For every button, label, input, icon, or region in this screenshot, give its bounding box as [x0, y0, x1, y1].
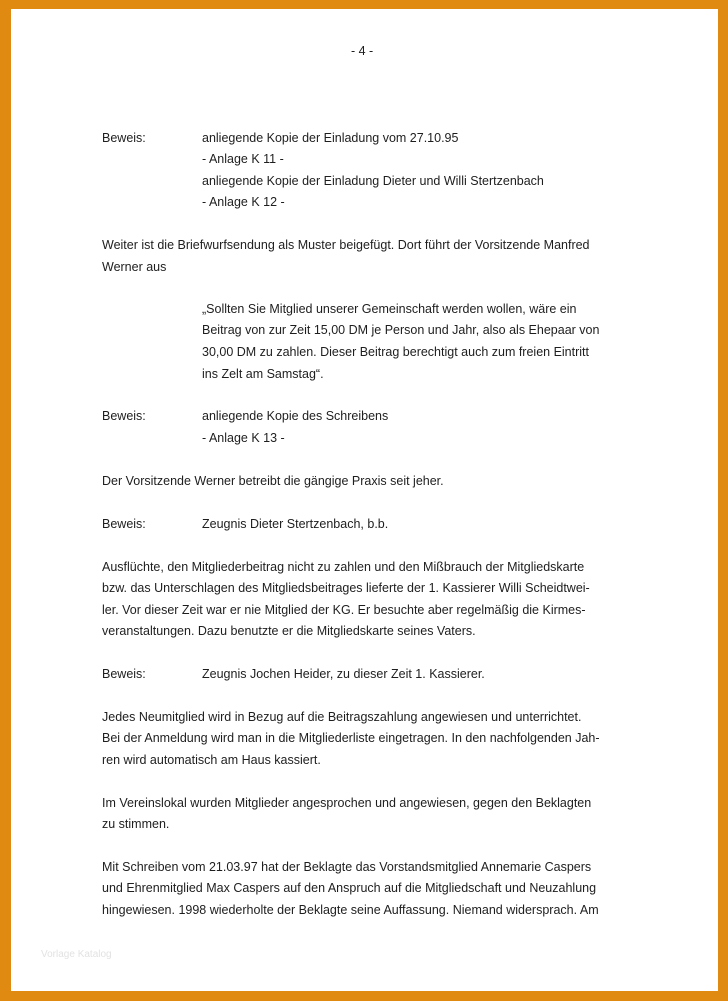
beweis-label: Beweis: — [102, 667, 146, 681]
page-number: - 4 - — [351, 44, 374, 58]
paragraph-line: Mit Schreiben vom 21.03.97 hat der Beklagte das Vorstandsmitglied Annemarie Caspers — [102, 860, 592, 874]
watermark-text: Vorlage Katalog — [41, 949, 112, 960]
paragraph-line: zu stimmen. — [102, 817, 170, 831]
beweis-line: - Anlage K 12 - — [202, 195, 285, 209]
paragraph-line: hingewiesen. 1998 wiederholte der Beklagte seine Auffassung. Niemand widersprach. Am — [102, 903, 599, 917]
beweis-line: anliegende Kopie der Einladung Dieter und Willi Stertzenbach — [202, 174, 544, 188]
beweis-line: - Anlage K 13 - — [202, 431, 285, 445]
paragraph-line: veranstaltungen. Dazu benutzte er die Mitgliedskarte seines Vaters. — [102, 624, 476, 638]
paragraph-line: und Ehrenmitglied Max Caspers auf den Anspruch auf die Mitgliedschaft und Neuzahlung — [102, 881, 597, 895]
document-page — [11, 9, 718, 991]
paragraph-line: Weiter ist die Briefwurfsendung als Muster beigefügt. Dort führt der Vorsitzende Manfred — [102, 238, 590, 252]
paragraph-line: Jedes Neumitglied wird in Bezug auf die Beitragszahlung angewiesen und unterrichtet. — [102, 710, 582, 724]
beweis-label: Beweis: — [102, 409, 146, 423]
paragraph-line: Der Vorsitzende Werner betreibt die gängige Praxis seit jeher. — [102, 474, 444, 488]
paragraph-line: bzw. das Unterschlagen des Mitgliedsbeitrages lieferte der 1. Kassierer Willi Scheidtwei- — [102, 581, 590, 595]
beweis-line: - Anlage K 11 - — [202, 152, 284, 166]
paragraph-line: Bei der Anmeldung wird man in die Mitgliederliste eingetragen. In den nachfolgenden Jah- — [102, 731, 600, 745]
paragraph-line: Im Vereinslokal wurden Mitglieder angesprochen und angewiesen, gegen den Beklagten — [102, 796, 592, 810]
paragraph-line: Werner aus — [102, 260, 167, 274]
quote-line: „Sollten Sie Mitglied unserer Gemeinschaft werden wollen, wäre ein — [202, 302, 577, 316]
quote-line: ins Zelt am Samstag“. — [202, 367, 324, 381]
paragraph-line: ren wird automatisch am Haus kassiert. — [102, 753, 321, 767]
quote-line: Beitrag von zur Zeit 15,00 DM je Person und Jahr, also als Ehepaar von — [202, 323, 600, 337]
beweis-line: Zeugnis Dieter Stertzenbach, b.b. — [202, 517, 389, 531]
beweis-line: Zeugnis Jochen Heider, zu dieser Zeit 1. Kassierer. — [202, 667, 485, 681]
quote-line: 30,00 DM zu zahlen. Dieser Beitrag berechtigt auch zum freien Eintritt — [202, 345, 589, 359]
beweis-label: Beweis: — [102, 131, 146, 145]
beweis-line: anliegende Kopie der Einladung vom 27.10.95 — [202, 131, 459, 145]
paragraph-line: ler. Vor dieser Zeit war er nie Mitglied der KG. Er besuchte aber regelmäßig die Kirmes- — [102, 603, 586, 617]
paragraph-line: Ausflüchte, den Mitgliederbeitrag nicht zu zahlen und den Mißbrauch der Mitgliedskarte — [102, 560, 585, 574]
beweis-line: anliegende Kopie des Schreibens — [202, 409, 389, 423]
beweis-label: Beweis: — [102, 517, 146, 531]
